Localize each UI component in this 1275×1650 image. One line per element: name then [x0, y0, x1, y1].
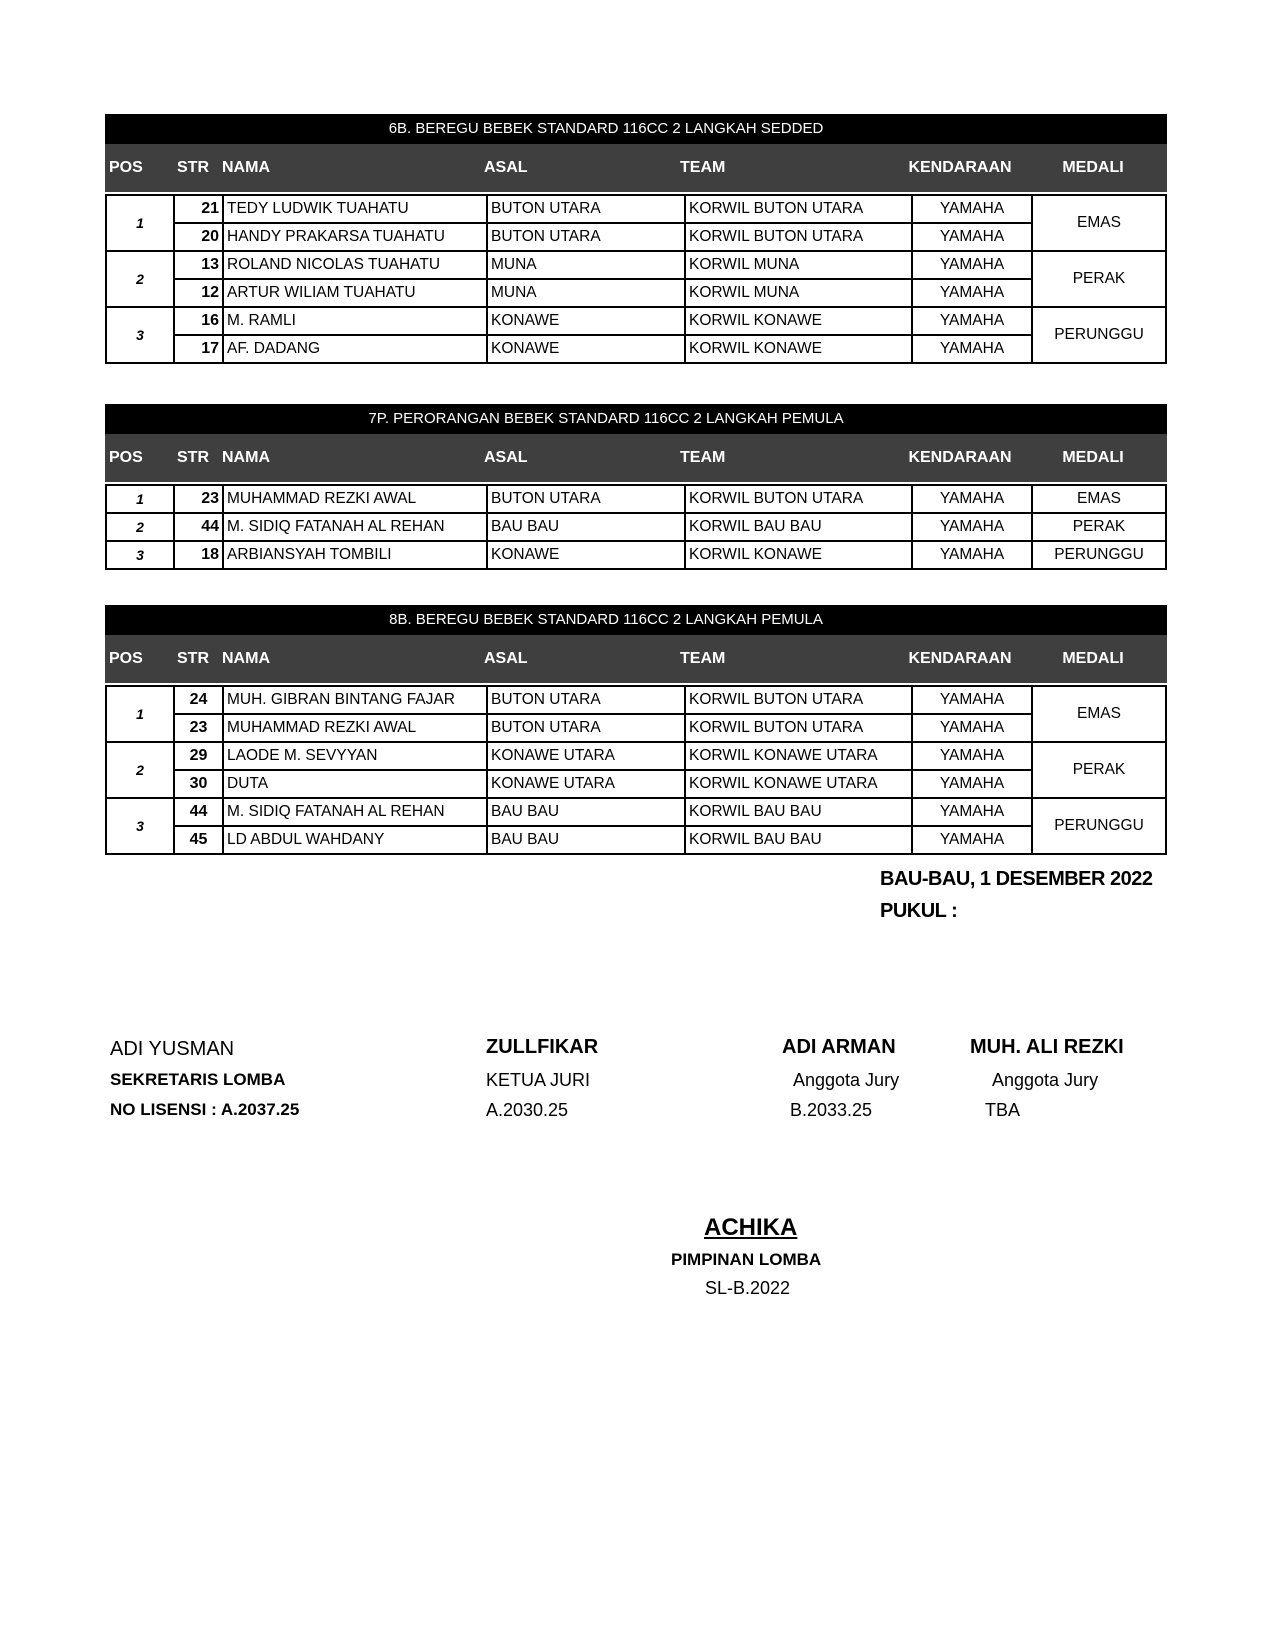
- nama-cell: MUH. GIBRAN BINTANG FAJAR: [223, 686, 487, 714]
- table-header: [105, 635, 1167, 683]
- header-str: STR: [177, 449, 209, 466]
- medali-cell: EMAS: [1032, 686, 1166, 742]
- nama-cell: M. SIDIQ FATANAH AL REHAN: [223, 513, 487, 541]
- str-cell: 44: [174, 513, 223, 541]
- str-cell: 23: [174, 714, 223, 742]
- str-cell: 18: [174, 541, 223, 569]
- signatory-name-2: ZULLFIKAR: [486, 1036, 599, 1058]
- str-cell: 24: [174, 686, 223, 714]
- pos-cell: 3: [106, 798, 174, 854]
- str-cell: 45: [174, 826, 223, 854]
- asal-cell: KONAWE UTARA: [487, 770, 685, 798]
- team-cell: KORWIL BUTON UTARA: [685, 714, 912, 742]
- header-team: TEAM: [680, 449, 726, 466]
- str-cell: 29: [174, 742, 223, 770]
- table-row: [106, 279, 1166, 307]
- kendaraan-cell: YAMAHA: [912, 742, 1032, 770]
- team-cell: KORWIL KONAWE: [685, 307, 912, 335]
- results-section-6b: [105, 114, 1167, 364]
- header-asal: ASAL: [484, 650, 528, 667]
- header-medali: MEDALI: [1062, 159, 1124, 176]
- nama-cell: ARBIANSYAH TOMBILI: [223, 541, 487, 569]
- pos-cell: 1: [106, 485, 174, 513]
- kendaraan-cell: YAMAHA: [912, 223, 1032, 251]
- signatory-role-3: Anggota Jury: [793, 1070, 900, 1090]
- medali-cell: PERUNGGU: [1032, 307, 1166, 363]
- header-medali: MEDALI: [1062, 650, 1124, 667]
- table-row: [106, 798, 1166, 826]
- header-str: STR: [177, 159, 209, 176]
- nama-cell: M. RAMLI: [223, 307, 487, 335]
- signatory-role-1: SEKRETARIS LOMBA: [110, 1070, 286, 1089]
- header-pos: POS: [109, 650, 143, 667]
- results-section-7p: [105, 404, 1167, 570]
- table-header: [105, 144, 1167, 192]
- header-nama: NAMA: [222, 159, 270, 176]
- str-cell: 44: [174, 798, 223, 826]
- medali-cell: PERAK: [1032, 513, 1166, 541]
- leader-role: PIMPINAN LOMBA: [671, 1250, 822, 1269]
- kendaraan-cell: YAMAHA: [912, 770, 1032, 798]
- str-cell: 23: [174, 485, 223, 513]
- table-row: [106, 826, 1166, 854]
- signatory-role-4: Anggota Jury: [992, 1070, 1099, 1090]
- asal-cell: KONAWE: [487, 335, 685, 363]
- kendaraan-cell: YAMAHA: [912, 335, 1032, 363]
- header-str: STR: [177, 650, 209, 667]
- table-row: [106, 485, 1166, 513]
- header-nama: NAMA: [222, 449, 270, 466]
- team-cell: KORWIL BAU BAU: [685, 513, 912, 541]
- asal-cell: KONAWE: [487, 307, 685, 335]
- header-pos: POS: [109, 159, 143, 176]
- asal-cell: KONAWE: [487, 541, 685, 569]
- signatory-license-1: NO LISENSI : A.2037.25: [110, 1100, 300, 1119]
- team-cell: KORWIL KONAWE: [685, 541, 912, 569]
- team-cell: KORWIL BUTON UTARA: [685, 223, 912, 251]
- header-kendaraan: KENDARAAN: [908, 159, 1012, 176]
- medali-cell: PERUNGGU: [1032, 798, 1166, 854]
- header-team: TEAM: [680, 650, 726, 667]
- asal-cell: BAU BAU: [487, 826, 685, 854]
- header-medali: MEDALI: [1062, 449, 1124, 466]
- team-cell: KORWIL KONAWE UTARA: [685, 742, 912, 770]
- pos-cell: 2: [106, 742, 174, 798]
- table-row: [106, 686, 1166, 714]
- pos-cell: 1: [106, 195, 174, 251]
- asal-cell: BUTON UTARA: [487, 485, 685, 513]
- table-row: [106, 195, 1166, 223]
- nama-cell: ARTUR WILIAM TUAHATU: [223, 279, 487, 307]
- medali-cell: EMAS: [1032, 195, 1166, 251]
- pos-cell: 3: [106, 307, 174, 363]
- header-nama: NAMA: [222, 650, 270, 667]
- table-row: [106, 513, 1166, 541]
- asal-cell: BAU BAU: [487, 513, 685, 541]
- section-title: 6B. BEREGU BEBEK STANDARD 116CC 2 LANGKAH SEDDED: [105, 114, 1167, 144]
- pos-cell: 3: [106, 541, 174, 569]
- nama-cell: TEDY LUDWIK TUAHATU: [223, 195, 487, 223]
- kendaraan-cell: YAMAHA: [912, 714, 1032, 742]
- results-table: [105, 685, 1167, 855]
- str-cell: 17: [174, 335, 223, 363]
- medali-cell: PERUNGGU: [1032, 541, 1166, 569]
- table-row: [106, 770, 1166, 798]
- kendaraan-cell: YAMAHA: [912, 798, 1032, 826]
- header-kendaraan: KENDARAAN: [908, 650, 1012, 667]
- table-row: [106, 335, 1166, 363]
- section-title: 7P. PERORANGAN BEBEK STANDARD 116CC 2 LANGKAH PEMULA: [105, 404, 1167, 434]
- nama-cell: LAODE M. SEVYYAN: [223, 742, 487, 770]
- header-kendaraan: KENDARAAN: [908, 449, 1012, 466]
- header-asal: ASAL: [484, 159, 528, 176]
- medali-cell: PERAK: [1032, 742, 1166, 798]
- nama-cell: MUHAMMAD REZKI AWAL: [223, 714, 487, 742]
- kendaraan-cell: YAMAHA: [912, 195, 1032, 223]
- str-cell: 12: [174, 279, 223, 307]
- team-cell: KORWIL BUTON UTARA: [685, 195, 912, 223]
- table-row: [106, 223, 1166, 251]
- kendaraan-cell: YAMAHA: [912, 513, 1032, 541]
- results-section-8b: [105, 605, 1167, 855]
- signatory-name-4: MUH. ALI REZKI: [970, 1036, 1124, 1058]
- leader-license: SL-B.2022: [705, 1278, 791, 1298]
- str-cell: 16: [174, 307, 223, 335]
- asal-cell: KONAWE UTARA: [487, 742, 685, 770]
- str-cell: 13: [174, 251, 223, 279]
- table-row: [106, 742, 1166, 770]
- nama-cell: AF. DADANG: [223, 335, 487, 363]
- nama-cell: LD ABDUL WAHDANY: [223, 826, 487, 854]
- signatory-license-4: TBA: [985, 1100, 1021, 1120]
- place-date: BAU-BAU, 1 DESEMBER 2022: [880, 868, 1153, 890]
- table-row: [106, 307, 1166, 335]
- nama-cell: HANDY PRAKARSA TUAHATU: [223, 223, 487, 251]
- signatory-license-2: A.2030.25: [486, 1100, 569, 1120]
- pos-cell: 1: [106, 686, 174, 742]
- pos-cell: 2: [106, 251, 174, 307]
- kendaraan-cell: YAMAHA: [912, 251, 1032, 279]
- medali-cell: PERAK: [1032, 251, 1166, 307]
- kendaraan-cell: YAMAHA: [912, 541, 1032, 569]
- results-table: [105, 194, 1167, 364]
- asal-cell: BUTON UTARA: [487, 686, 685, 714]
- kendaraan-cell: YAMAHA: [912, 279, 1032, 307]
- asal-cell: BUTON UTARA: [487, 195, 685, 223]
- nama-cell: M. SIDIQ FATANAH AL REHAN: [223, 798, 487, 826]
- asal-cell: MUNA: [487, 251, 685, 279]
- team-cell: KORWIL KONAWE UTARA: [685, 770, 912, 798]
- team-cell: KORWIL MUNA: [685, 279, 912, 307]
- team-cell: KORWIL BUTON UTARA: [685, 485, 912, 513]
- signatory-name-1: ADI YUSMAN: [110, 1038, 235, 1060]
- asal-cell: BAU BAU: [487, 798, 685, 826]
- asal-cell: BUTON UTARA: [487, 714, 685, 742]
- leader-name: ACHIKA: [704, 1214, 798, 1241]
- table-row: [106, 251, 1166, 279]
- header-team: TEAM: [680, 159, 726, 176]
- table-header: [105, 434, 1167, 482]
- nama-cell: ROLAND NICOLAS TUAHATU: [223, 251, 487, 279]
- header-pos: POS: [109, 449, 143, 466]
- kendaraan-cell: YAMAHA: [912, 826, 1032, 854]
- pos-cell: 2: [106, 513, 174, 541]
- team-cell: KORWIL MUNA: [685, 251, 912, 279]
- asal-cell: MUNA: [487, 279, 685, 307]
- nama-cell: DUTA: [223, 770, 487, 798]
- signatory-license-3: B.2033.25: [790, 1100, 873, 1120]
- pukul-label: PUKUL :: [880, 900, 958, 922]
- str-cell: 21: [174, 195, 223, 223]
- team-cell: KORWIL BUTON UTARA: [685, 686, 912, 714]
- kendaraan-cell: YAMAHA: [912, 307, 1032, 335]
- nama-cell: MUHAMMAD REZKI AWAL: [223, 485, 487, 513]
- team-cell: KORWIL BAU BAU: [685, 798, 912, 826]
- results-table: [105, 484, 1167, 570]
- signatory-name-3: ADI ARMAN: [782, 1036, 896, 1058]
- section-title: 8B. BEREGU BEBEK STANDARD 116CC 2 LANGKAH PEMULA: [105, 605, 1167, 635]
- signatory-role-2: KETUA JURI: [486, 1070, 591, 1090]
- header-asal: ASAL: [484, 449, 528, 466]
- team-cell: KORWIL BAU BAU: [685, 826, 912, 854]
- medali-cell: EMAS: [1032, 485, 1166, 513]
- asal-cell: BUTON UTARA: [487, 223, 685, 251]
- team-cell: KORWIL KONAWE: [685, 335, 912, 363]
- str-cell: 20: [174, 223, 223, 251]
- str-cell: 30: [174, 770, 223, 798]
- kendaraan-cell: YAMAHA: [912, 485, 1032, 513]
- kendaraan-cell: YAMAHA: [912, 686, 1032, 714]
- table-row: [106, 714, 1166, 742]
- table-row: [106, 541, 1166, 569]
